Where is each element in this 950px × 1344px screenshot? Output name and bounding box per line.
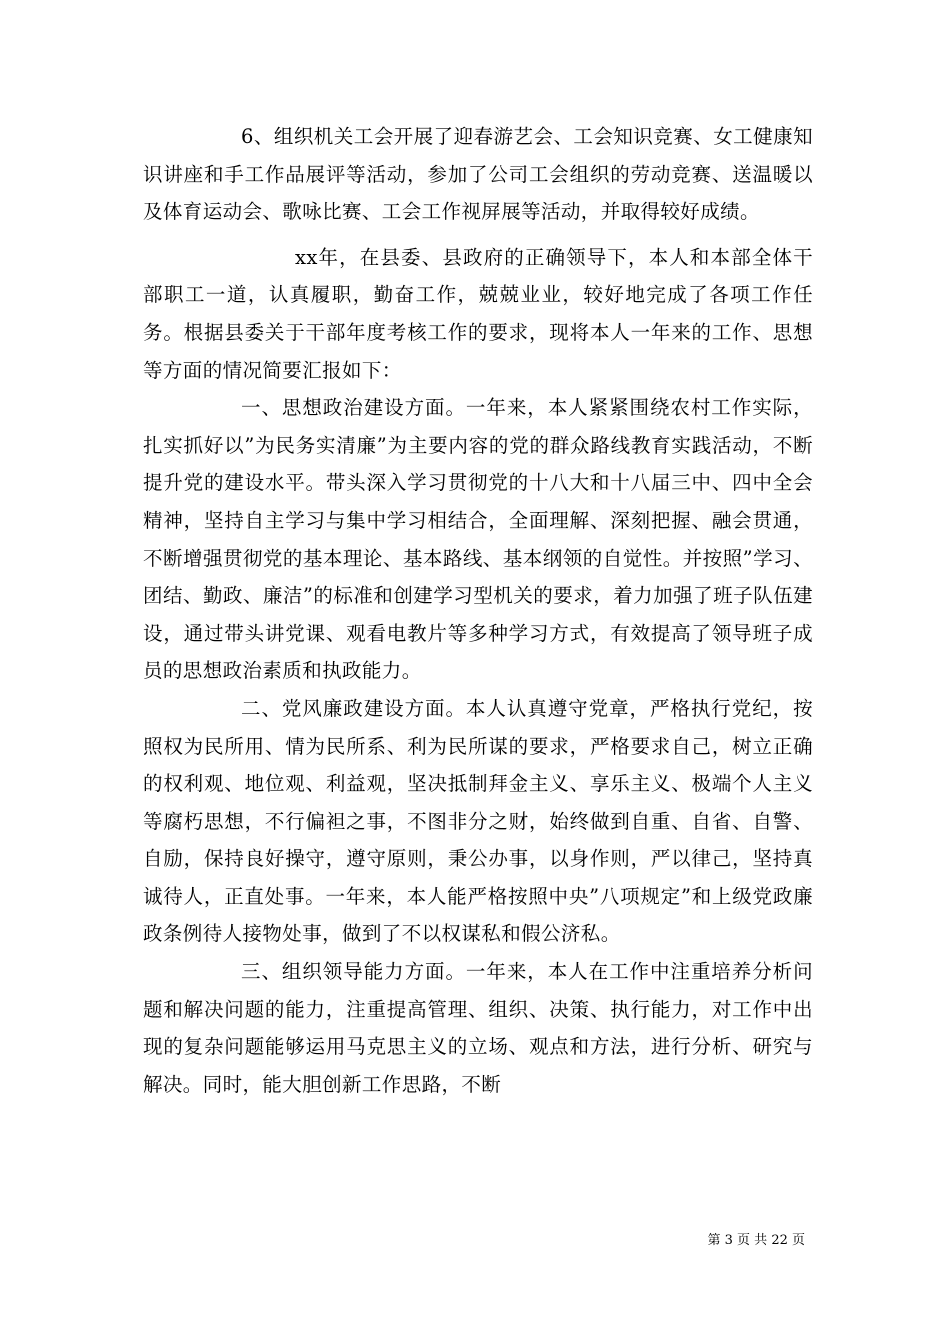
page-number-footer: 第 3 页 共 22 页 [707, 1233, 805, 1248]
paragraph-intro: xx年，在县委、县政府的正确领导下，本人和本部全体干部职工一道，认真履职，勤奋工作，兢兢业业，较好地完成了各项工作任务。根据县委关于干部年度考核工作的要求，现将本人一年来的工作、思想等方面的情况简要汇报如下： [143, 245, 813, 382]
paragraph-leadership-ability: 三、组织领导能力方面。一年来，本人在工作中注重培养分析问题和解决问题的能力，注重提高管理、组织、决策、执行能力，对工作中出现的复杂问题能够运用马克思主义的立场、观点和方法，进行分析、研究与解决。同时，能大胆创新工作思路，不断 [143, 960, 813, 1096]
paragraph-clean-governance: 二、党风廉政建设方面。本人认真遵守党章，严格执行党纪，按照权为民所用、情为民所系、利为民所谋的要求，严格要求自己，树立正确的权利观、地位观、利益观，坚决抵制拜金主义、享乐主义、极端个人主义等腐朽思想，不行偏袒之事，不图非分之财，始终做到自重、自省、自警、自励，保持良好操守，遵守原则，秉公办事，以身作则，严以律己，坚持真诚待人，正直处事。一年来，本人能严格按照中央”八项规定”和上级党政廉政条例待人接物处事，做到了不以权谋私和假公济私。 [143, 696, 813, 946]
paragraph-gap [143, 231, 813, 239]
document-body [143, 118, 813, 1103]
paragraph-union-activities: 6、组织机关工会开展了迎春游艺会、工会知识竞赛、女工健康知识讲座和手工作品展评等活动，参加了公司工会组织的劳动竞赛、送温暖以及体育运动会、歌咏比赛、工会工作视屏展等活动，并取得较好成绩。 [143, 125, 813, 224]
paragraph-political-construction: 一、思想政治建设方面。一年来，本人紧紧围绕农村工作实际，扎实抓好以”为民务实清廉”为主要内容的党的群众路线教育实践活动，不断提升党的建设水平。带头深入学习贯彻党的十八大和十八届三中、四中全会精神，坚持自主学习与集中学习相结合，全面理解、深刻把握、融会贯通，不断增强贯彻党的基本理论、基本路线、基本纲领的自觉性。并按照”学习、团结、勤政、廉洁”的标准和创建学习型机关的要求，着力加强了班子队伍建设，通过带头讲党课、观看电教片等多种学习方式，有效提高了领导班子成员的思想政治素质和执政能力。 [143, 396, 813, 683]
